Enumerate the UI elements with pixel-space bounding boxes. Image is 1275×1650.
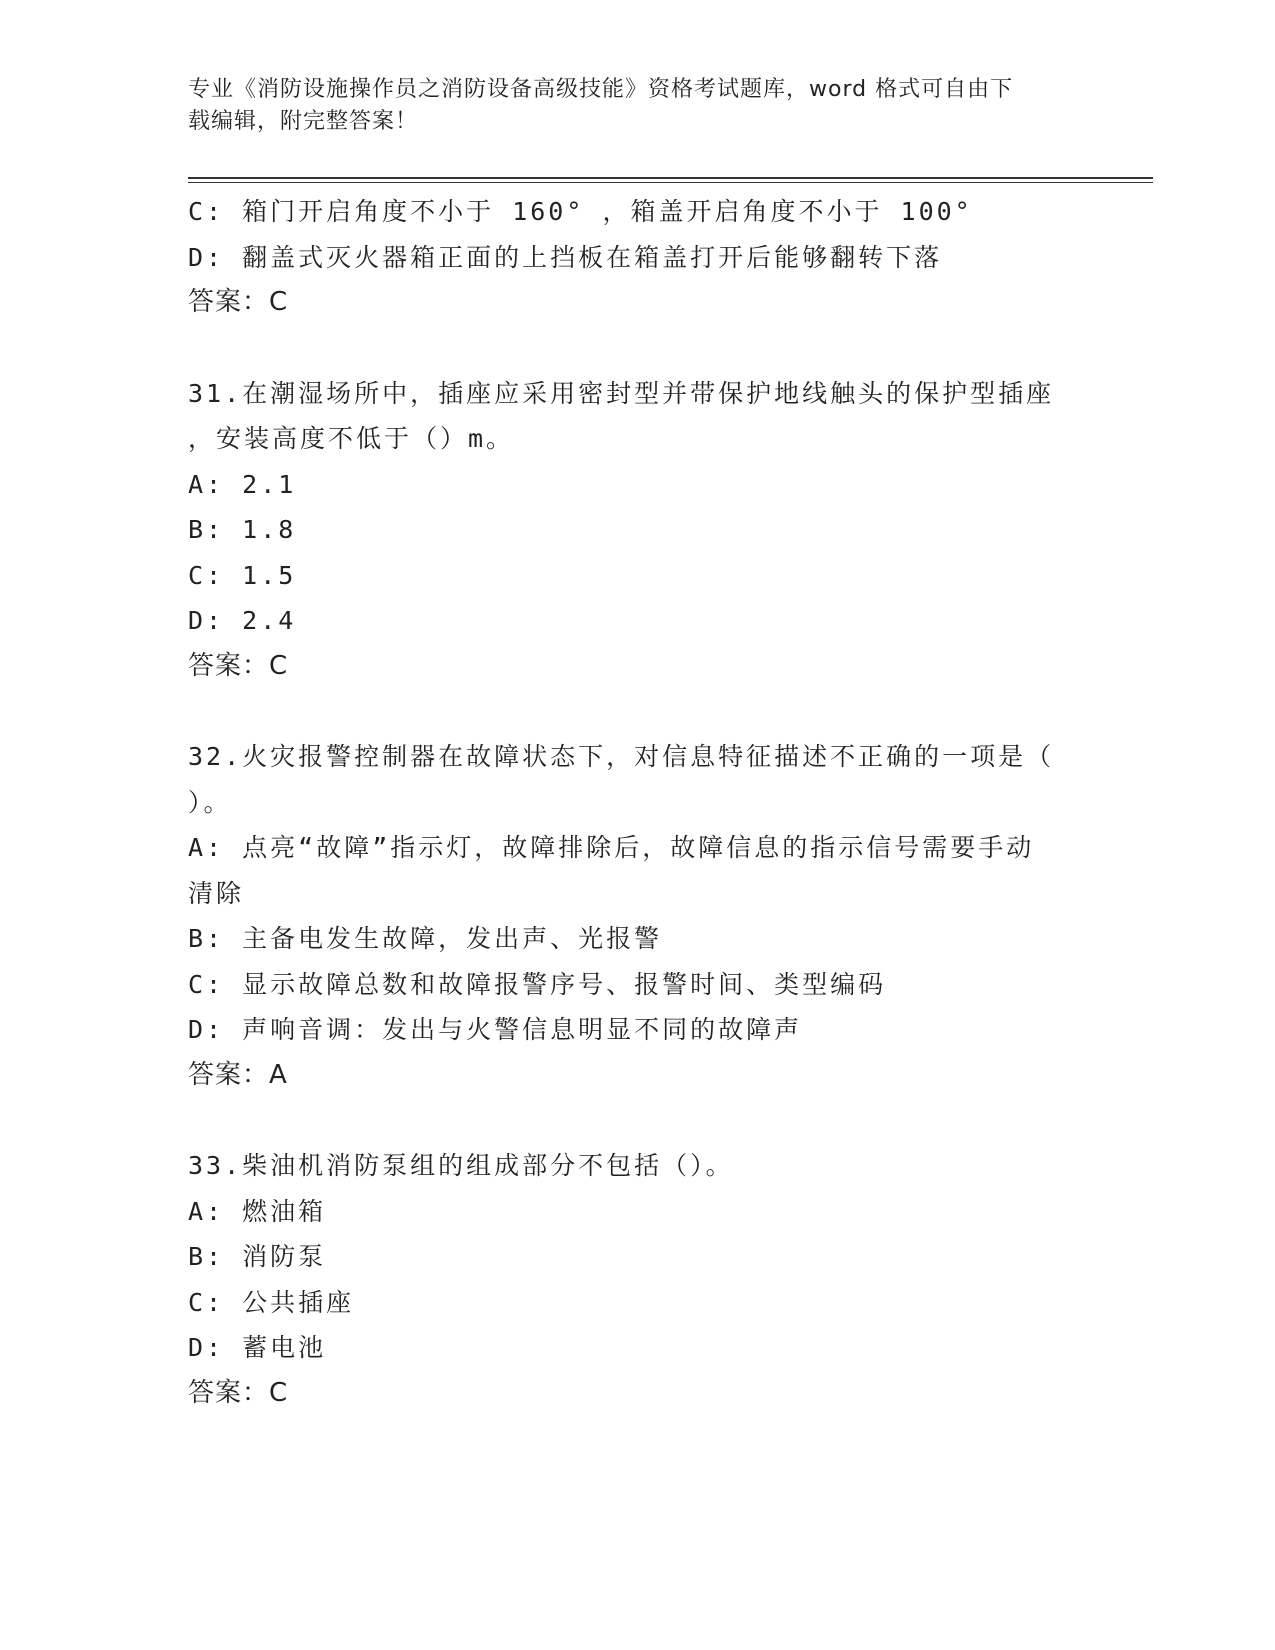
- option-a: A: 点亮“故障”指示灯，故障排除后，故障信息的指示信号需要手动: [188, 833, 1035, 862]
- header-line-1: 专业《消防设施操作员之消防设备高级技能》资格考试题库，word 格式可自由下: [188, 77, 1014, 102]
- option-d: D: 翻盖式灭火器箱正面的上挡板在箱盖打开后能够翻转下落: [188, 242, 943, 272]
- option-c: C: 公共插座: [188, 1287, 355, 1317]
- question-stem: 32.火灾报警控制器在故障状态下，对信息特征描述不正确的一项是（: [188, 742, 1055, 771]
- spacer: [188, 689, 1088, 734]
- option-d: D: 2.4: [188, 606, 297, 635]
- document-header: [188, 74, 1088, 138]
- question-31: [188, 371, 1088, 690]
- spacer: [188, 326, 1088, 371]
- option-c: C: 1.5: [188, 560, 297, 590]
- answer-line: 答案：C: [188, 287, 289, 317]
- option-c: C: 显示故障总数和故障报警序号、报警时间、类型编码: [188, 969, 887, 999]
- question-stem-continued: ）。: [188, 787, 232, 817]
- question-33: [188, 1143, 1088, 1416]
- option-d: D: 蓄电池: [188, 1333, 327, 1362]
- question-stem-continued: ，安装高度不低于（）m。: [188, 424, 515, 453]
- option-a: A: 燃油箱: [188, 1196, 327, 1226]
- previous-question-tail: [188, 189, 1088, 326]
- option-d: D: 声响音调：发出与火警信息明显不同的故障声: [188, 1015, 803, 1044]
- header-divider-thin: [188, 182, 1153, 183]
- question-32: [188, 734, 1088, 1098]
- answer-line: 答案：A: [188, 1059, 288, 1090]
- question-content: [188, 189, 1088, 1416]
- option-b: B: 1.8: [188, 515, 297, 544]
- header-divider-thick: [188, 177, 1153, 179]
- option-a-continued: 清除: [188, 878, 245, 908]
- option-c: C: 箱门开启角度不小于 160° ，箱盖开启角度不小于 100°: [188, 197, 973, 226]
- question-stem: 33.柴油机消防泵组的组成部分不包括（）。: [188, 1151, 734, 1180]
- option-b: B: 主备电发生故障，发出声、光报警: [188, 924, 663, 953]
- option-a: A: 2.1: [188, 469, 297, 499]
- option-b: B: 消防泵: [188, 1242, 327, 1271]
- question-stem: 31.在潮湿场所中，插座应采用密封型并带保护地线触头的保护型插座: [188, 378, 1055, 408]
- answer-line: 答案：C: [188, 1377, 289, 1408]
- answer-line: 答案：C: [188, 650, 289, 681]
- header-line-2: 载编辑，附完整答案！: [188, 109, 419, 134]
- spacer: [188, 1098, 1088, 1143]
